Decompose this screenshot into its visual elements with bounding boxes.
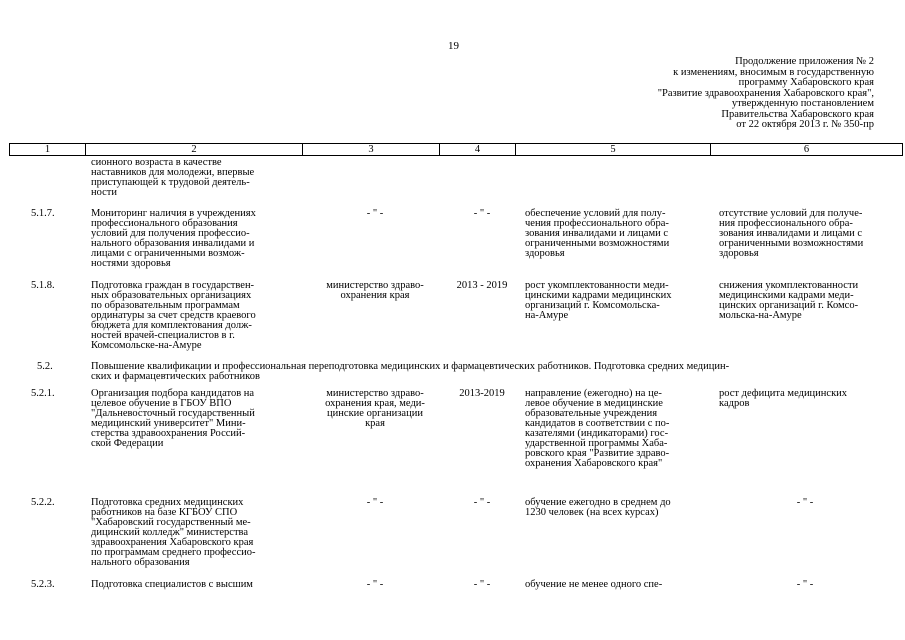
table-row-number: 5.2.3. bbox=[31, 579, 55, 590]
table-row-executor: - " - bbox=[366, 497, 384, 508]
table-row-number: 5.2.1. bbox=[31, 388, 55, 399]
header-line: к изменениям, вносимым в государственную bbox=[673, 66, 874, 78]
table-row-result: обеспечение условий для полу- чения профессионального обра- зования инвалидами и лицами с ограниченными возможностями здоровья bbox=[525, 208, 670, 259]
table-row-number: 5.1.7. bbox=[31, 208, 55, 219]
table-row-risk: - " - bbox=[796, 579, 814, 590]
column-header: 1 bbox=[10, 144, 86, 156]
table-row-period: - " - bbox=[473, 579, 491, 590]
section-heading: Повышение квалификации и профессиональная переподготовка медицинских и фармацевтических работников. Подготовка средних медицин- ских и фармацевтических работников bbox=[91, 361, 730, 382]
table-row-measure: сионного возраста в качестве наставников для молодежи, впервые приступающей к трудовой деятель- ности bbox=[91, 157, 255, 198]
table-row-measure: Подготовка специалистов с высшим bbox=[91, 579, 253, 590]
table-row-executor: министерство здраво- охранения края bbox=[326, 280, 424, 301]
header-line: "Развитие здравоохранения Хабаровского края", bbox=[657, 87, 874, 99]
table-row-result: рост укомплектованности меди- цинскими кадрами медицинских организаций г. Комсомольска- на-Амуре bbox=[525, 280, 672, 321]
page-number: 19 bbox=[448, 40, 459, 52]
table-row-number: 5.2.2. bbox=[31, 497, 55, 508]
table-row-measure: Подготовка граждан в государствен- ных образовательных организациях по образовательным программам ординатуры за счет средств краевого бюджета для комплектования долж- ностей врачей-специалистов в г. Комсомольске-на-Амуре bbox=[91, 280, 256, 351]
column-header: 3 bbox=[303, 144, 440, 156]
column-header: 2 bbox=[86, 144, 303, 156]
header-line: от 22 октября 2013 г. № 350-пр bbox=[736, 119, 874, 130]
table-row-risk: отсутствие условий для получе- ния профессионального обра- зования инвалидами и лицами с ограниченными возможностями здоровья bbox=[719, 208, 864, 259]
table-row-period: - " - bbox=[473, 208, 491, 219]
header-line: утвержденную постановлением bbox=[731, 98, 874, 109]
table-row-executor: министерство здраво- охранения края, меди- цинские организации края bbox=[325, 388, 425, 429]
table-row-risk: снижения укомплектованности медицинскими кадрами меди- цинских организаций г. Комсо- мольска-на-Амуре bbox=[719, 280, 859, 321]
table-row-measure: Подготовка средних медицинских работников на базе КГБОУ СПО "Хабаровский государственный ме- дицинский колледж" министерства здравоохранения Хабаровского края по программам среднего профессио- нального образования bbox=[91, 497, 256, 568]
table-row-result: обучение не менее одного спе- bbox=[525, 579, 663, 590]
table-row-risk: - " - bbox=[796, 497, 814, 508]
table-row-executor: - " - bbox=[366, 579, 384, 590]
table-row-risk: рост дефицита медицинских кадров bbox=[719, 388, 848, 409]
table-row-executor: - " - bbox=[366, 208, 384, 219]
table-row-number: 5.1.8. bbox=[31, 280, 55, 291]
table-row-result: направление (ежегодно) на це- левое обучение в медицинские образовательные учреждения кандидатов в соответствии с по- казателями (индикаторами) гос- ударственной программы Хаба- ровского края "Развитие здраво- охранения Хабаровского края" bbox=[525, 388, 670, 469]
header-line: программу Хабаровского края bbox=[738, 77, 874, 88]
table-row-period: 2013 - 2019 bbox=[456, 280, 508, 291]
column-number-header bbox=[9, 143, 903, 156]
table-row-measure: Мониторинг наличия в учреждениях профессионального образования условий для получения профессио- нального образования инвалидами и лицами с ограниченными возмож- ностями здоровья bbox=[91, 208, 256, 269]
column-header: 5 bbox=[516, 144, 711, 156]
header-line: Правительства Хабаровского края bbox=[721, 108, 874, 120]
table-row-measure: Организация подбора кандидатов на целевое обучение в ГБОУ ВПО "Дальневосточный государственный медицинский университет" Мини- стерства здравоохранения Россий- ской Федерации bbox=[91, 388, 255, 449]
table-row-result: обучение ежегодно в среднем до 1230 человек (на всех курсах) bbox=[525, 497, 671, 518]
column-header: 6 bbox=[711, 144, 903, 156]
section-number: 5.2. bbox=[37, 361, 53, 372]
table-row-period: 2013-2019 bbox=[459, 388, 505, 399]
header-line: Продолжение приложения № 2 bbox=[735, 56, 874, 67]
appendix-header bbox=[658, 57, 874, 131]
column-header: 4 bbox=[440, 144, 516, 156]
table-row-period: - " - bbox=[473, 497, 491, 508]
